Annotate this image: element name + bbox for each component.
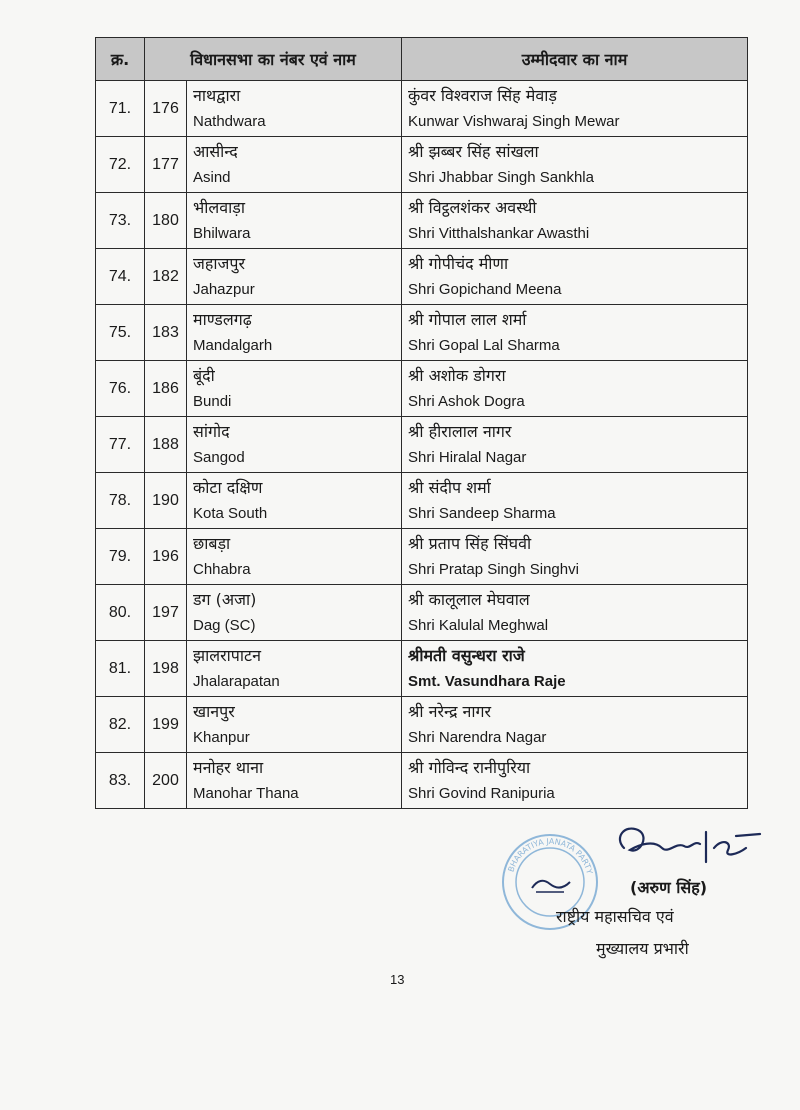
candidate-name-hindi: श्री विट्ठलशंकर अवस्थी: [408, 198, 537, 217]
constituency-cell: [187, 249, 402, 305]
table-row: [96, 753, 748, 809]
constituency-name-english: Jahazpur: [193, 281, 255, 298]
constituency-number: 198: [145, 641, 187, 697]
serial-number: 72.: [96, 137, 145, 193]
serial-number: 74.: [96, 249, 145, 305]
candidate-cell: [402, 641, 748, 697]
serial-number: 83.: [96, 753, 145, 809]
constituency-number: 200: [145, 753, 187, 809]
constituency-name-english: Jhalarapatan: [193, 673, 280, 690]
candidate-cell: [402, 249, 748, 305]
signature: [610, 818, 770, 882]
candidate-cell: [402, 585, 748, 641]
table-header-row: [96, 38, 748, 81]
constituency-name-english: Manohar Thana: [193, 785, 299, 802]
constituency-number: 199: [145, 697, 187, 753]
constituency-name-hindi: मनोहर थाना: [193, 758, 264, 777]
constituency-name-hindi: कोटा दक्षिण: [193, 478, 263, 497]
candidate-name-english: Shri Jhabbar Singh Sankhla: [408, 169, 594, 186]
table-row: [96, 473, 748, 529]
constituency-name-english: Asind: [193, 169, 231, 186]
table-row: [96, 697, 748, 753]
constituency-name-hindi: बूंदी: [193, 366, 215, 385]
candidate-cell: [402, 697, 748, 753]
designation-line-1: राष्ट्रीय महासचिव एवं: [556, 907, 674, 926]
table-row: [96, 137, 748, 193]
constituency-name-hindi: माण्डलगढ़: [193, 310, 252, 329]
candidate-name-english: Shri Vitthalshankar Awasthi: [408, 225, 590, 242]
constituency-cell: [187, 473, 402, 529]
constituency-number: 186: [145, 361, 187, 417]
candidate-name-english: Shri Pratap Singh Singhvi: [408, 561, 579, 578]
candidate-name-english: Shri Hiralal Nagar: [408, 449, 527, 466]
constituency-name-hindi: सांगोद: [193, 422, 230, 441]
serial-number: 73.: [96, 193, 145, 249]
serial-number: 71.: [96, 81, 145, 137]
constituency-name-english: Bhilwara: [193, 225, 251, 242]
constituency-number: 182: [145, 249, 187, 305]
candidate-cell: [402, 417, 748, 473]
candidate-cell: [402, 193, 748, 249]
table-row: [96, 81, 748, 137]
serial-number: 79.: [96, 529, 145, 585]
candidate-name-hindi: श्री गोपाल लाल शर्मा: [408, 310, 527, 329]
candidate-cell: [402, 473, 748, 529]
serial-number: 77.: [96, 417, 145, 473]
table-row: [96, 249, 748, 305]
designation-line-2: मुख्यालय प्रभारी: [596, 939, 689, 958]
constituency-cell: [187, 81, 402, 137]
constituency-cell: [187, 305, 402, 361]
table-row: [96, 417, 748, 473]
constituency-number: 176: [145, 81, 187, 137]
candidate-table: [95, 37, 748, 809]
constituency-name-english: Khanpur: [193, 729, 250, 746]
constituency-cell: [187, 641, 402, 697]
constituency-name-hindi: छाबड़ा: [193, 534, 231, 553]
candidate-name-hindi: श्री संदीप शर्मा: [408, 478, 491, 497]
candidate-cell: [402, 137, 748, 193]
candidate-name-hindi: श्री अशोक डोगरा: [408, 366, 506, 385]
table-row: [96, 361, 748, 417]
constituency-name-hindi: भीलवाड़ा: [193, 198, 245, 217]
constituency-cell: [187, 417, 402, 473]
candidate-name-english: Shri Govind Ranipuria: [408, 785, 555, 802]
header-serial: क्र.: [96, 38, 145, 81]
constituency-number: 196: [145, 529, 187, 585]
constituency-cell: [187, 753, 402, 809]
candidate-name-english: Shri Gopichand Meena: [408, 281, 562, 298]
constituency-name-hindi: खानपुर: [193, 702, 235, 721]
constituency-number: 180: [145, 193, 187, 249]
candidate-name-hindi: श्री प्रताप सिंह सिंघवी: [408, 534, 532, 553]
constituency-name-english: Bundi: [193, 393, 232, 410]
candidate-name-hindi: श्री गोपीचंद मीणा: [408, 254, 509, 273]
serial-number: 81.: [96, 641, 145, 697]
constituency-number: 188: [145, 417, 187, 473]
candidate-name-hindi: श्रीमती वसुन्धरा राजे: [408, 646, 525, 665]
constituency-name-english: Mandalgarh: [193, 337, 273, 354]
constituency-cell: [187, 193, 402, 249]
constituency-name-hindi: नाथद्वारा: [193, 86, 241, 105]
candidate-name-english: Shri Ashok Dogra: [408, 393, 525, 410]
table-row: [96, 529, 748, 585]
constituency-cell: [187, 697, 402, 753]
constituency-cell: [187, 137, 402, 193]
candidate-name-hindi: श्री गोविन्द रानीपुरिया: [408, 758, 531, 777]
constituency-name-hindi: आसीन्द: [193, 142, 238, 161]
candidate-name-hindi: श्री हीरालाल नागर: [408, 422, 512, 441]
constituency-cell: [187, 585, 402, 641]
constituency-name-hindi: जहाजपुर: [193, 254, 246, 273]
candidate-name-hindi: श्री झब्बर सिंह सांखला: [408, 142, 539, 161]
candidate-cell: [402, 753, 748, 809]
constituency-name-hindi: झालरापाटन: [193, 646, 261, 665]
constituency-name-hindi: डग (अजा): [193, 590, 257, 609]
constituency-number: 177: [145, 137, 187, 193]
serial-number: 78.: [96, 473, 145, 529]
header-constituency: विधानसभा का नंबर एवं नाम: [145, 38, 402, 81]
table-row: [96, 641, 748, 697]
constituency-cell: [187, 529, 402, 585]
table-row: [96, 193, 748, 249]
candidate-name-hindi: कुंवर विश्वराज सिंह मेवाड़: [408, 86, 557, 105]
table-row: [96, 305, 748, 361]
constituency-number: 183: [145, 305, 187, 361]
candidate-name-english: Shri Narendra Nagar: [408, 729, 547, 746]
candidate-name-hindi: श्री नरेन्द्र नागर: [408, 702, 492, 721]
header-candidate: उम्मीदवार का नाम: [402, 38, 748, 81]
page-number: 13: [390, 972, 405, 987]
serial-number: 75.: [96, 305, 145, 361]
constituency-name-english: Nathdwara: [193, 113, 266, 130]
constituency-name-english: Kota South: [193, 505, 268, 522]
constituency-number: 197: [145, 585, 187, 641]
constituency-number: 190: [145, 473, 187, 529]
signatory-name: (अरुण सिंह): [630, 878, 708, 897]
candidate-cell: [402, 361, 748, 417]
constituency-name-english: Sangod: [193, 449, 245, 466]
table-row: [96, 585, 748, 641]
candidate-cell: [402, 529, 748, 585]
candidate-name-english: Shri Kalulal Meghwal: [408, 617, 549, 634]
candidate-cell: [402, 81, 748, 137]
candidate-name-english: Shri Gopal Lal Sharma: [408, 337, 560, 354]
candidate-name-hindi: श्री कालूलाल मेघवाल: [408, 590, 530, 609]
candidate-cell: [402, 305, 748, 361]
serial-number: 82.: [96, 697, 145, 753]
candidate-name-english: Shri Sandeep Sharma: [408, 505, 556, 522]
candidate-name-english: Kunwar Vishwaraj Singh Mewar: [408, 113, 620, 130]
serial-number: 76.: [96, 361, 145, 417]
stamp-text: BHARATIYA JANATA PARTY: [506, 836, 595, 875]
constituency-name-english: Dag (SC): [193, 617, 256, 634]
constituency-name-english: Chhabra: [193, 561, 251, 578]
candidate-name-english: Smt. Vasundhara Raje: [408, 673, 566, 690]
constituency-cell: [187, 361, 402, 417]
serial-number: 80.: [96, 585, 145, 641]
